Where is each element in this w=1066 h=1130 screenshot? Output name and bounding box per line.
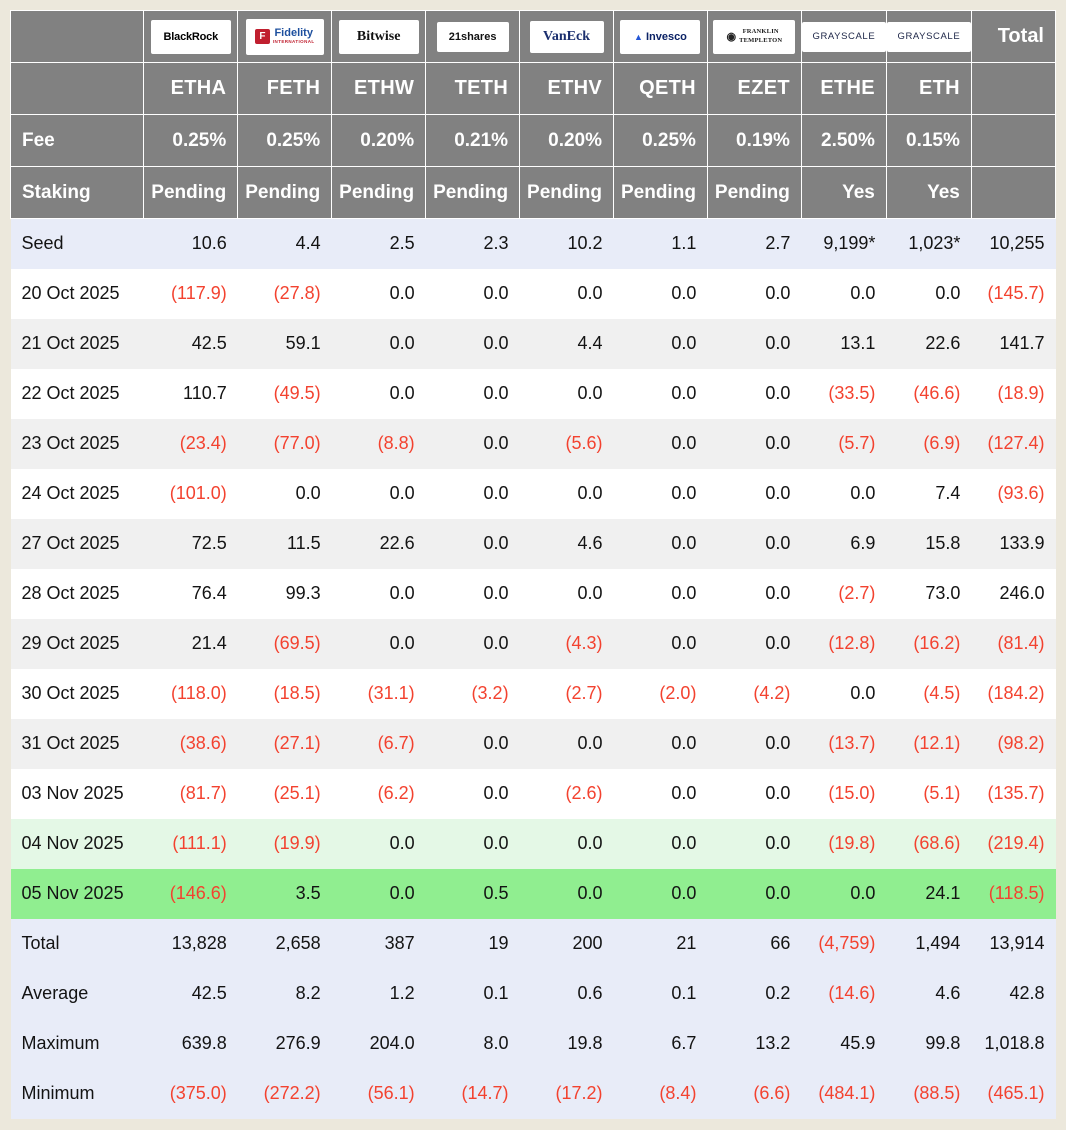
value-cell: 0.0 [332, 319, 426, 369]
value-cell: 639.8 [144, 1019, 238, 1069]
value-cell: 0.0 [520, 719, 614, 769]
value-cell: 24.1 [886, 869, 971, 919]
fee-21shares: 0.21% [426, 115, 520, 167]
table-row [11, 869, 1056, 919]
value-cell: (6.9) [886, 419, 971, 469]
value-cell: (27.8) [238, 269, 332, 319]
value-cell: 1,018.8 [971, 1019, 1055, 1069]
value-cell: 0.0 [426, 819, 520, 869]
ticker-invesco: QETH [614, 63, 708, 115]
value-cell: (127.4) [971, 419, 1055, 469]
value-cell: 72.5 [144, 519, 238, 569]
value-cell: (14.7) [426, 1069, 520, 1119]
invesco-logo [620, 20, 700, 54]
table-row [11, 319, 1056, 369]
21shares-logo-text: 21shares [448, 30, 497, 43]
provider-header-bitwise [332, 11, 426, 63]
value-cell: 0.2 [707, 969, 801, 1019]
value-cell: (18.9) [971, 369, 1055, 419]
value-cell: 387 [332, 919, 426, 969]
value-cell: 141.7 [971, 319, 1055, 369]
value-cell: 0.5 [426, 869, 520, 919]
blackrock-logo [151, 20, 231, 54]
value-cell: (12.1) [886, 719, 971, 769]
value-cell: (14.6) [801, 969, 886, 1019]
value-cell: 0.0 [520, 819, 614, 869]
value-cell: 0.0 [332, 869, 426, 919]
value-cell: 0.0 [707, 419, 801, 469]
row-label: 23 Oct 2025 [11, 419, 144, 469]
value-cell: 21 [614, 919, 708, 969]
value-cell: 13.2 [707, 1019, 801, 1069]
franklin-templeton-seal-icon: ◉ [726, 31, 737, 43]
value-cell: (6.6) [707, 1069, 801, 1119]
row-label: 31 Oct 2025 [11, 719, 144, 769]
grayscale-logo-text: GRAYSCALE [897, 31, 961, 42]
value-cell: 2.3 [426, 219, 520, 269]
value-cell: 0.0 [707, 319, 801, 369]
row-label: 30 Oct 2025 [11, 669, 144, 719]
staking-invesco: Pending [614, 167, 708, 219]
value-cell: 0.0 [801, 669, 886, 719]
value-cell: 0.0 [707, 819, 801, 869]
value-cell: 4.4 [238, 219, 332, 269]
value-cell: (49.5) [238, 369, 332, 419]
value-cell: (6.2) [332, 769, 426, 819]
value-cell: 0.0 [801, 469, 886, 519]
value-cell: 0.0 [614, 719, 708, 769]
value-cell: (13.7) [801, 719, 886, 769]
value-cell: 0.0 [707, 769, 801, 819]
value-cell: 2.7 [707, 219, 801, 269]
value-cell: (272.2) [238, 1069, 332, 1119]
value-cell: (101.0) [144, 469, 238, 519]
value-cell: 204.0 [332, 1019, 426, 1069]
value-cell: 42.5 [144, 319, 238, 369]
fee-bitwise: 0.20% [332, 115, 426, 167]
value-cell: (33.5) [801, 369, 886, 419]
value-cell: 0.0 [426, 319, 520, 369]
value-cell: 10.2 [520, 219, 614, 269]
table-row [11, 469, 1056, 519]
value-cell: (19.9) [238, 819, 332, 869]
value-cell: 0.0 [707, 719, 801, 769]
value-cell: (5.1) [886, 769, 971, 819]
value-cell: (16.2) [886, 619, 971, 669]
staking-row-label: Staking [11, 167, 144, 219]
value-cell: 0.0 [520, 569, 614, 619]
bitwise-logo-text: Bitwise [356, 28, 401, 44]
row-label: 05 Nov 2025 [11, 869, 144, 919]
value-cell: 66 [707, 919, 801, 969]
value-cell: 22.6 [886, 319, 971, 369]
value-cell: 0.0 [614, 819, 708, 869]
ticker-franklin-templeton: EZET [707, 63, 801, 115]
value-cell: 4.4 [520, 319, 614, 369]
value-cell: 0.0 [707, 269, 801, 319]
invesco-logo-text: Invesco [645, 30, 687, 43]
provider-logo-row [11, 11, 1056, 63]
value-cell: 0.0 [707, 869, 801, 919]
value-cell: 42.5 [144, 969, 238, 1019]
value-cell: (18.5) [238, 669, 332, 719]
table-header [11, 11, 1056, 219]
blank-total-cell [971, 167, 1055, 219]
value-cell: 0.0 [332, 619, 426, 669]
row-label: 21 Oct 2025 [11, 319, 144, 369]
value-cell: (4.3) [520, 619, 614, 669]
value-cell: 0.0 [332, 469, 426, 519]
value-cell: (111.1) [144, 819, 238, 869]
table-row [11, 619, 1056, 669]
value-cell: 0.0 [614, 769, 708, 819]
value-cell: 0.0 [614, 319, 708, 369]
value-cell: (25.1) [238, 769, 332, 819]
value-cell: 0.0 [614, 519, 708, 569]
fee-fidelity: 0.25% [238, 115, 332, 167]
ticker-vaneck: ETHV [520, 63, 614, 115]
value-cell: (2.0) [614, 669, 708, 719]
table-body [11, 219, 1056, 1119]
ticker-row [11, 63, 1056, 115]
provider-header-grayscale-ethe [801, 11, 886, 63]
value-cell: 0.0 [520, 869, 614, 919]
fee-blackrock: 0.25% [144, 115, 238, 167]
blank-total-cell [971, 115, 1055, 167]
row-label: 27 Oct 2025 [11, 519, 144, 569]
value-cell: (68.6) [886, 819, 971, 869]
value-cell: 76.4 [144, 569, 238, 619]
value-cell: 0.0 [332, 569, 426, 619]
fee-row-label: Fee [11, 115, 144, 167]
value-cell: 22.6 [332, 519, 426, 569]
staking-blackrock: Pending [144, 167, 238, 219]
value-cell: (5.6) [520, 419, 614, 469]
value-cell: 2,658 [238, 919, 332, 969]
value-cell: (81.7) [144, 769, 238, 819]
value-cell: 13,828 [144, 919, 238, 969]
provider-header-blackrock [144, 11, 238, 63]
value-cell: 0.0 [426, 569, 520, 619]
ticker-grayscale-eth: ETH [886, 63, 971, 115]
value-cell: (2.7) [801, 569, 886, 619]
value-cell: 0.0 [426, 469, 520, 519]
value-cell: 0.0 [426, 269, 520, 319]
value-cell: 1.1 [614, 219, 708, 269]
provider-header-21shares [426, 11, 520, 63]
staking-row [11, 167, 1056, 219]
value-cell: (27.1) [238, 719, 332, 769]
value-cell: 4.6 [520, 519, 614, 569]
value-cell: 276.9 [238, 1019, 332, 1069]
ticker-row-label [11, 63, 144, 115]
value-cell: (4.2) [707, 669, 801, 719]
row-label: 20 Oct 2025 [11, 269, 144, 319]
value-cell: 0.0 [332, 369, 426, 419]
table-row [11, 819, 1056, 869]
vaneck-logo [530, 21, 604, 53]
value-cell: 0.0 [332, 819, 426, 869]
table-row [11, 1019, 1056, 1069]
provider-header-vaneck [520, 11, 614, 63]
value-cell: 2.5 [332, 219, 426, 269]
value-cell: 0.0 [801, 269, 886, 319]
value-cell: 200 [520, 919, 614, 969]
value-cell: 73.0 [886, 569, 971, 619]
provider-header-invesco [614, 11, 708, 63]
value-cell: 0.0 [614, 419, 708, 469]
value-cell: 11.5 [238, 519, 332, 569]
fee-grayscale-eth: 0.15% [886, 115, 971, 167]
provider-header-grayscale-eth [886, 11, 971, 63]
staking-fidelity: Pending [238, 167, 332, 219]
value-cell: (17.2) [520, 1069, 614, 1119]
value-cell: 0.0 [614, 869, 708, 919]
value-cell: (31.1) [332, 669, 426, 719]
value-cell: (2.7) [520, 669, 614, 719]
fidelity-international-text: INTERNATIONAL [272, 38, 315, 44]
value-cell: 1,494 [886, 919, 971, 969]
value-cell: (23.4) [144, 419, 238, 469]
value-cell: 13,914 [971, 919, 1055, 969]
value-cell: (46.6) [886, 369, 971, 419]
invesco-mark-icon: ▲ [634, 31, 643, 42]
value-cell: (4.5) [886, 669, 971, 719]
grayscale-ethe-logo [802, 22, 886, 52]
value-cell: (184.2) [971, 669, 1055, 719]
value-cell: (56.1) [332, 1069, 426, 1119]
value-cell: 0.0 [707, 369, 801, 419]
row-label: 24 Oct 2025 [11, 469, 144, 519]
value-cell: (5.7) [801, 419, 886, 469]
grayscale-eth-logo [887, 22, 971, 52]
ticker-fidelity: FETH [238, 63, 332, 115]
value-cell: 59.1 [238, 319, 332, 369]
staking-21shares: Pending [426, 167, 520, 219]
provider-header-franklin-templeton [707, 11, 801, 63]
value-cell: (135.7) [971, 769, 1055, 819]
value-cell: 0.0 [520, 269, 614, 319]
value-cell: 0.6 [520, 969, 614, 1019]
fee-grayscale-ethe: 2.50% [801, 115, 886, 167]
table-row [11, 669, 1056, 719]
value-cell: 0.0 [614, 619, 708, 669]
value-cell: 1,023* [886, 219, 971, 269]
value-cell: (6.7) [332, 719, 426, 769]
row-label: 29 Oct 2025 [11, 619, 144, 669]
table-row [11, 969, 1056, 1019]
value-cell: 4.6 [886, 969, 971, 1019]
row-label: Average [11, 969, 144, 1019]
value-cell: (146.6) [144, 869, 238, 919]
value-cell: 0.0 [426, 719, 520, 769]
value-cell: 8.0 [426, 1019, 520, 1069]
fidelity-f-icon: F [255, 29, 270, 44]
value-cell: 10.6 [144, 219, 238, 269]
row-label: Seed [11, 219, 144, 269]
value-cell: 0.0 [707, 569, 801, 619]
value-cell: (8.4) [614, 1069, 708, 1119]
value-cell: (219.4) [971, 819, 1055, 869]
value-cell: 0.0 [426, 369, 520, 419]
row-label: 22 Oct 2025 [11, 369, 144, 419]
value-cell: (118.0) [144, 669, 238, 719]
templeton-text: TEMPLETON [739, 36, 783, 44]
grayscale-logo-text: GRAYSCALE [812, 31, 876, 42]
fee-row [11, 115, 1056, 167]
value-cell: 15.8 [886, 519, 971, 569]
value-cell: 0.1 [426, 969, 520, 1019]
provider-header-fidelity [238, 11, 332, 63]
value-cell: 246.0 [971, 569, 1055, 619]
value-cell: (484.1) [801, 1069, 886, 1119]
fidelity-logo-text: Fidelity [274, 26, 313, 39]
row-label: Total [11, 919, 144, 969]
value-cell: 3.5 [238, 869, 332, 919]
value-cell: 42.8 [971, 969, 1055, 1019]
staking-grayscale-eth: Yes [886, 167, 971, 219]
value-cell: 9,199* [801, 219, 886, 269]
value-cell: 19.8 [520, 1019, 614, 1069]
value-cell: (118.5) [971, 869, 1055, 919]
table-row [11, 919, 1056, 969]
row-label: Maximum [11, 1019, 144, 1069]
value-cell: 99.3 [238, 569, 332, 619]
table-row [11, 419, 1056, 469]
value-cell: (12.8) [801, 619, 886, 669]
blank-total-cell [971, 63, 1055, 115]
value-cell: 0.0 [426, 619, 520, 669]
row-label: 28 Oct 2025 [11, 569, 144, 619]
value-cell: 0.1 [614, 969, 708, 1019]
value-cell: 0.0 [707, 469, 801, 519]
fidelity-logo [246, 19, 324, 55]
value-cell: 0.0 [238, 469, 332, 519]
value-cell: 0.0 [614, 569, 708, 619]
value-cell: (117.9) [144, 269, 238, 319]
franklin-text: FRANKLIN [742, 28, 779, 36]
ticker-blackrock: ETHA [144, 63, 238, 115]
value-cell: 0.0 [520, 469, 614, 519]
value-cell: 0.0 [426, 419, 520, 469]
row-label: 03 Nov 2025 [11, 769, 144, 819]
table-row [11, 719, 1056, 769]
value-cell: (2.6) [520, 769, 614, 819]
fee-vaneck: 0.20% [520, 115, 614, 167]
value-cell: 0.0 [886, 269, 971, 319]
row-label: 04 Nov 2025 [11, 819, 144, 869]
staking-grayscale-ethe: Yes [801, 167, 886, 219]
value-cell: (93.6) [971, 469, 1055, 519]
table-row [11, 219, 1056, 269]
staking-vaneck: Pending [520, 167, 614, 219]
value-cell: 45.9 [801, 1019, 886, 1069]
fee-franklin-templeton: 0.19% [707, 115, 801, 167]
value-cell: (145.7) [971, 269, 1055, 319]
value-cell: 0.0 [426, 769, 520, 819]
staking-franklin-templeton: Pending [707, 167, 801, 219]
value-cell: (4,759) [801, 919, 886, 969]
21shares-logo [437, 22, 509, 52]
fee-invesco: 0.25% [614, 115, 708, 167]
value-cell: 13.1 [801, 319, 886, 369]
vaneck-logo-text: VanEck [543, 28, 590, 44]
table-row [11, 269, 1056, 319]
value-cell: (98.2) [971, 719, 1055, 769]
row-label: Minimum [11, 1069, 144, 1119]
value-cell: 0.0 [520, 369, 614, 419]
table-row [11, 569, 1056, 619]
table-row [11, 369, 1056, 419]
staking-bitwise: Pending [332, 167, 426, 219]
total-column-header: Total [971, 11, 1055, 63]
bitwise-logo [339, 20, 419, 54]
value-cell: (8.8) [332, 419, 426, 469]
value-cell: 0.0 [801, 869, 886, 919]
value-cell: 133.9 [971, 519, 1055, 569]
value-cell: 6.9 [801, 519, 886, 569]
ticker-21shares: TETH [426, 63, 520, 115]
value-cell: 0.0 [707, 619, 801, 669]
value-cell: 21.4 [144, 619, 238, 669]
ticker-bitwise: ETHW [332, 63, 426, 115]
value-cell: 19 [426, 919, 520, 969]
table-row [11, 769, 1056, 819]
value-cell: (77.0) [238, 419, 332, 469]
value-cell: 1.2 [332, 969, 426, 1019]
value-cell: (38.6) [144, 719, 238, 769]
value-cell: (88.5) [886, 1069, 971, 1119]
franklin-templeton-logo [713, 20, 795, 54]
table-row [11, 1069, 1056, 1119]
value-cell: 0.0 [614, 369, 708, 419]
value-cell: 0.0 [332, 269, 426, 319]
value-cell: 0.0 [426, 519, 520, 569]
value-cell: 99.8 [886, 1019, 971, 1069]
table-row [11, 519, 1056, 569]
value-cell: (3.2) [426, 669, 520, 719]
value-cell: (465.1) [971, 1069, 1055, 1119]
value-cell: 6.7 [614, 1019, 708, 1069]
value-cell: 8.2 [238, 969, 332, 1019]
value-cell: 0.0 [614, 469, 708, 519]
value-cell: (69.5) [238, 619, 332, 669]
value-cell: 0.0 [707, 519, 801, 569]
value-cell: (15.0) [801, 769, 886, 819]
value-cell: (81.4) [971, 619, 1055, 669]
value-cell: 0.0 [614, 269, 708, 319]
value-cell: 7.4 [886, 469, 971, 519]
blackrock-logo-text: BlackRock [163, 30, 218, 43]
value-cell: (375.0) [144, 1069, 238, 1119]
etf-flows-table [10, 10, 1056, 1119]
value-cell: (19.8) [801, 819, 886, 869]
value-cell: 110.7 [144, 369, 238, 419]
corner-cell [11, 11, 144, 63]
value-cell: 10,255 [971, 219, 1055, 269]
ticker-grayscale-ethe: ETHE [801, 63, 886, 115]
